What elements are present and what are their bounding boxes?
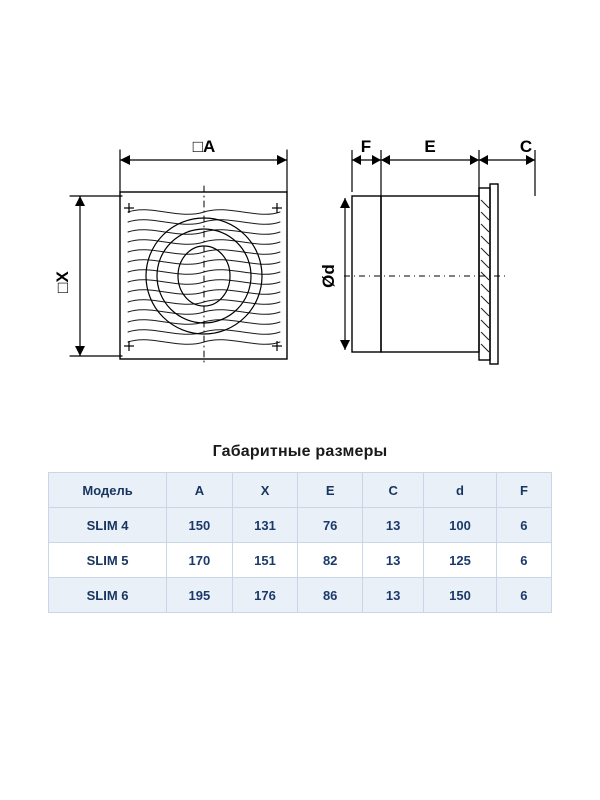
side-top-dimensions [352,150,535,196]
dimensions-table [48,472,552,613]
column-header-a: A [167,473,233,508]
label-c: C [519,137,533,156]
cell-e: 82 [298,543,363,578]
cell-c: 13 [363,508,424,543]
column-header-e: E [298,473,363,508]
cell-d: 100 [424,508,497,543]
side-body-rect [381,196,479,352]
table-row [49,543,552,578]
table-header-row [49,473,552,508]
side-faceplate-rect [352,196,381,352]
column-header-d: d [424,473,497,508]
cell-d: 150 [424,578,497,613]
front-corner-marks [124,203,282,351]
cell-a: 150 [167,508,233,543]
side-diameter-dimension [340,198,350,350]
table-title: Габаритные размеры [212,443,388,460]
side-duct-rect [479,188,490,360]
cell-model: SLIM 4 [49,508,167,543]
cell-d: 125 [424,543,497,578]
side-flange-rect [490,184,498,364]
cell-c: 13 [363,543,424,578]
cell-x: 151 [232,543,298,578]
column-header-f: F [496,473,551,508]
cell-x: 131 [232,508,298,543]
front-top-dimension [120,150,287,192]
column-header-model: Модель [49,473,167,508]
cell-f: 6 [496,543,551,578]
table-row [49,578,552,613]
cell-c: 13 [363,578,424,613]
column-header-x: X [232,473,298,508]
cell-x: 176 [232,578,298,613]
cell-e: 76 [298,508,363,543]
label-e: E [424,137,436,156]
table-row [49,508,552,543]
cell-a: 170 [167,543,233,578]
column-header-c: C [363,473,424,508]
cell-model: SLIM 5 [49,543,167,578]
cell-e: 86 [298,578,363,613]
label-diameter-d: Ød [319,264,338,288]
cell-model: SLIM 6 [49,578,167,613]
label-square-x: □X [53,271,72,293]
cell-f: 6 [496,578,551,613]
cell-f: 6 [496,508,551,543]
cell-a: 195 [167,578,233,613]
label-square-a: □A [192,137,216,156]
front-left-dimension [70,196,122,356]
label-f: F [360,137,372,156]
